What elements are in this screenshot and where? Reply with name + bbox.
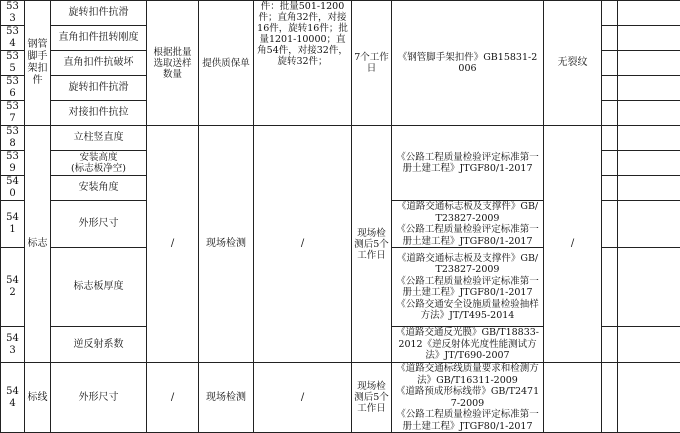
blank-cell <box>602 151 618 176</box>
blank-cell <box>602 176 618 201</box>
test-item: 直角扣件抗破坏 <box>51 51 147 76</box>
standard-cell: 《钢管脚手架扣件》GB15831-2006 <box>392 1 544 126</box>
blank-cell <box>618 126 680 151</box>
period-cell: 现场检测后5个工作日 <box>352 126 392 363</box>
blank-cell <box>602 363 618 433</box>
sampling-cell: 根据批量选取送样数量 <box>147 1 199 126</box>
method-cell: 现场检测 <box>199 363 254 433</box>
blank-cell <box>602 201 618 248</box>
blank-cell <box>602 126 618 151</box>
sampling-cell: / <box>147 126 199 363</box>
result-cell: / <box>544 126 602 363</box>
result-cell: 无裂纹 <box>544 1 602 126</box>
blank-cell <box>618 201 680 248</box>
blank-cell <box>618 327 680 363</box>
row-number: 535 <box>1 51 25 76</box>
period-cell: 现场检测后5个工作日 <box>352 363 392 433</box>
row-number: 544 <box>1 363 25 433</box>
blank-cell <box>618 151 680 176</box>
test-item: 对接扣件抗拉 <box>51 101 147 126</box>
blank-cell <box>602 101 618 126</box>
blank-cell <box>618 51 680 76</box>
sampling-cell: / <box>147 363 199 433</box>
blank-cell <box>602 76 618 101</box>
batch-cell: / <box>254 363 352 433</box>
blank-cell <box>618 176 680 201</box>
standard-cell: 《道路交通反光膜》GB/T18833-2012《逆反射体光度性能测试方法》JT/T690-2007 <box>392 327 544 363</box>
row-number: 537 <box>1 101 25 126</box>
row-number: 538 <box>1 126 25 151</box>
blank-cell <box>618 76 680 101</box>
blank-cell <box>618 26 680 51</box>
standard-cell: 《道路交通标线质量要求和检测方法》GB/T16311-2009 《道路预成形标线带》GB/T24717-2009 《公路工程质量检验评定标准第一册土建工程》JTGF80/1-2017 <box>392 363 544 433</box>
test-item: 旋转扣件抗滑 <box>51 1 147 26</box>
blank-cell <box>618 363 680 433</box>
test-item: 标志板厚度 <box>51 248 147 327</box>
result-cell <box>544 363 602 433</box>
standard-cell: 《公路工程质量检验评定标准第一册土建工程》JTGF80/1-2017 <box>392 126 544 201</box>
row-number: 536 <box>1 76 25 101</box>
method-cell: 提供质保单 <box>199 1 254 126</box>
blank-cell <box>602 51 618 76</box>
test-item: 外形尺寸 <box>51 201 147 248</box>
blank-cell <box>602 327 618 363</box>
category-cell: 标志 <box>25 126 51 363</box>
blank-cell <box>602 26 618 51</box>
test-item: 外形尺寸 <box>51 363 147 433</box>
test-item: 旋转扣件抗滑 <box>51 76 147 101</box>
row-number: 539 <box>1 151 25 176</box>
category-cell: 标线 <box>25 363 51 433</box>
blank-cell <box>618 101 680 126</box>
blank-cell <box>618 248 680 327</box>
row-number: 543 <box>1 327 25 363</box>
method-cell: 现场检测 <box>199 126 254 363</box>
row-number: 540 <box>1 176 25 201</box>
test-item: 安装角度 <box>51 176 147 201</box>
row-number: 542 <box>1 248 25 327</box>
batch-cell: 件：批量501-1200件；直角32件，对接16件，旋转16件；批量1201-10000；直角54件，对接32件，旋转32件； <box>254 1 352 126</box>
blank-cell <box>602 1 618 26</box>
row-number: 541 <box>1 201 25 248</box>
period-cell: 7个工作日 <box>352 1 392 126</box>
row-number: 533 <box>1 1 25 26</box>
blank-cell <box>602 248 618 327</box>
test-item: 逆反射系数 <box>51 327 147 363</box>
category-cell: 钢管脚手架扣件 <box>25 1 51 126</box>
row-number: 534 <box>1 26 25 51</box>
test-item: 直角扣件扭转刚度 <box>51 26 147 51</box>
blank-cell <box>618 1 680 26</box>
batch-cell: / <box>254 126 352 363</box>
standard-cell: 《道路交通标志板及支撑件》GB/T23827-2009 《公路工程质量检验评定标准第一册土建工程》JTGF80/1-2017 <box>392 201 544 248</box>
standard-cell: 《道路交通标志板及支撑件》GB/T23827-2009 《公路工程质量检验评定标准第一册土建工程》JTGF80/1-2017 《公路交通安全设施质量检验抽样方法》JT/T495-2014 <box>392 248 544 327</box>
test-item: 立柱竖直度 <box>51 126 147 151</box>
test-item: 安装高度 (标志板净空) <box>51 151 147 176</box>
